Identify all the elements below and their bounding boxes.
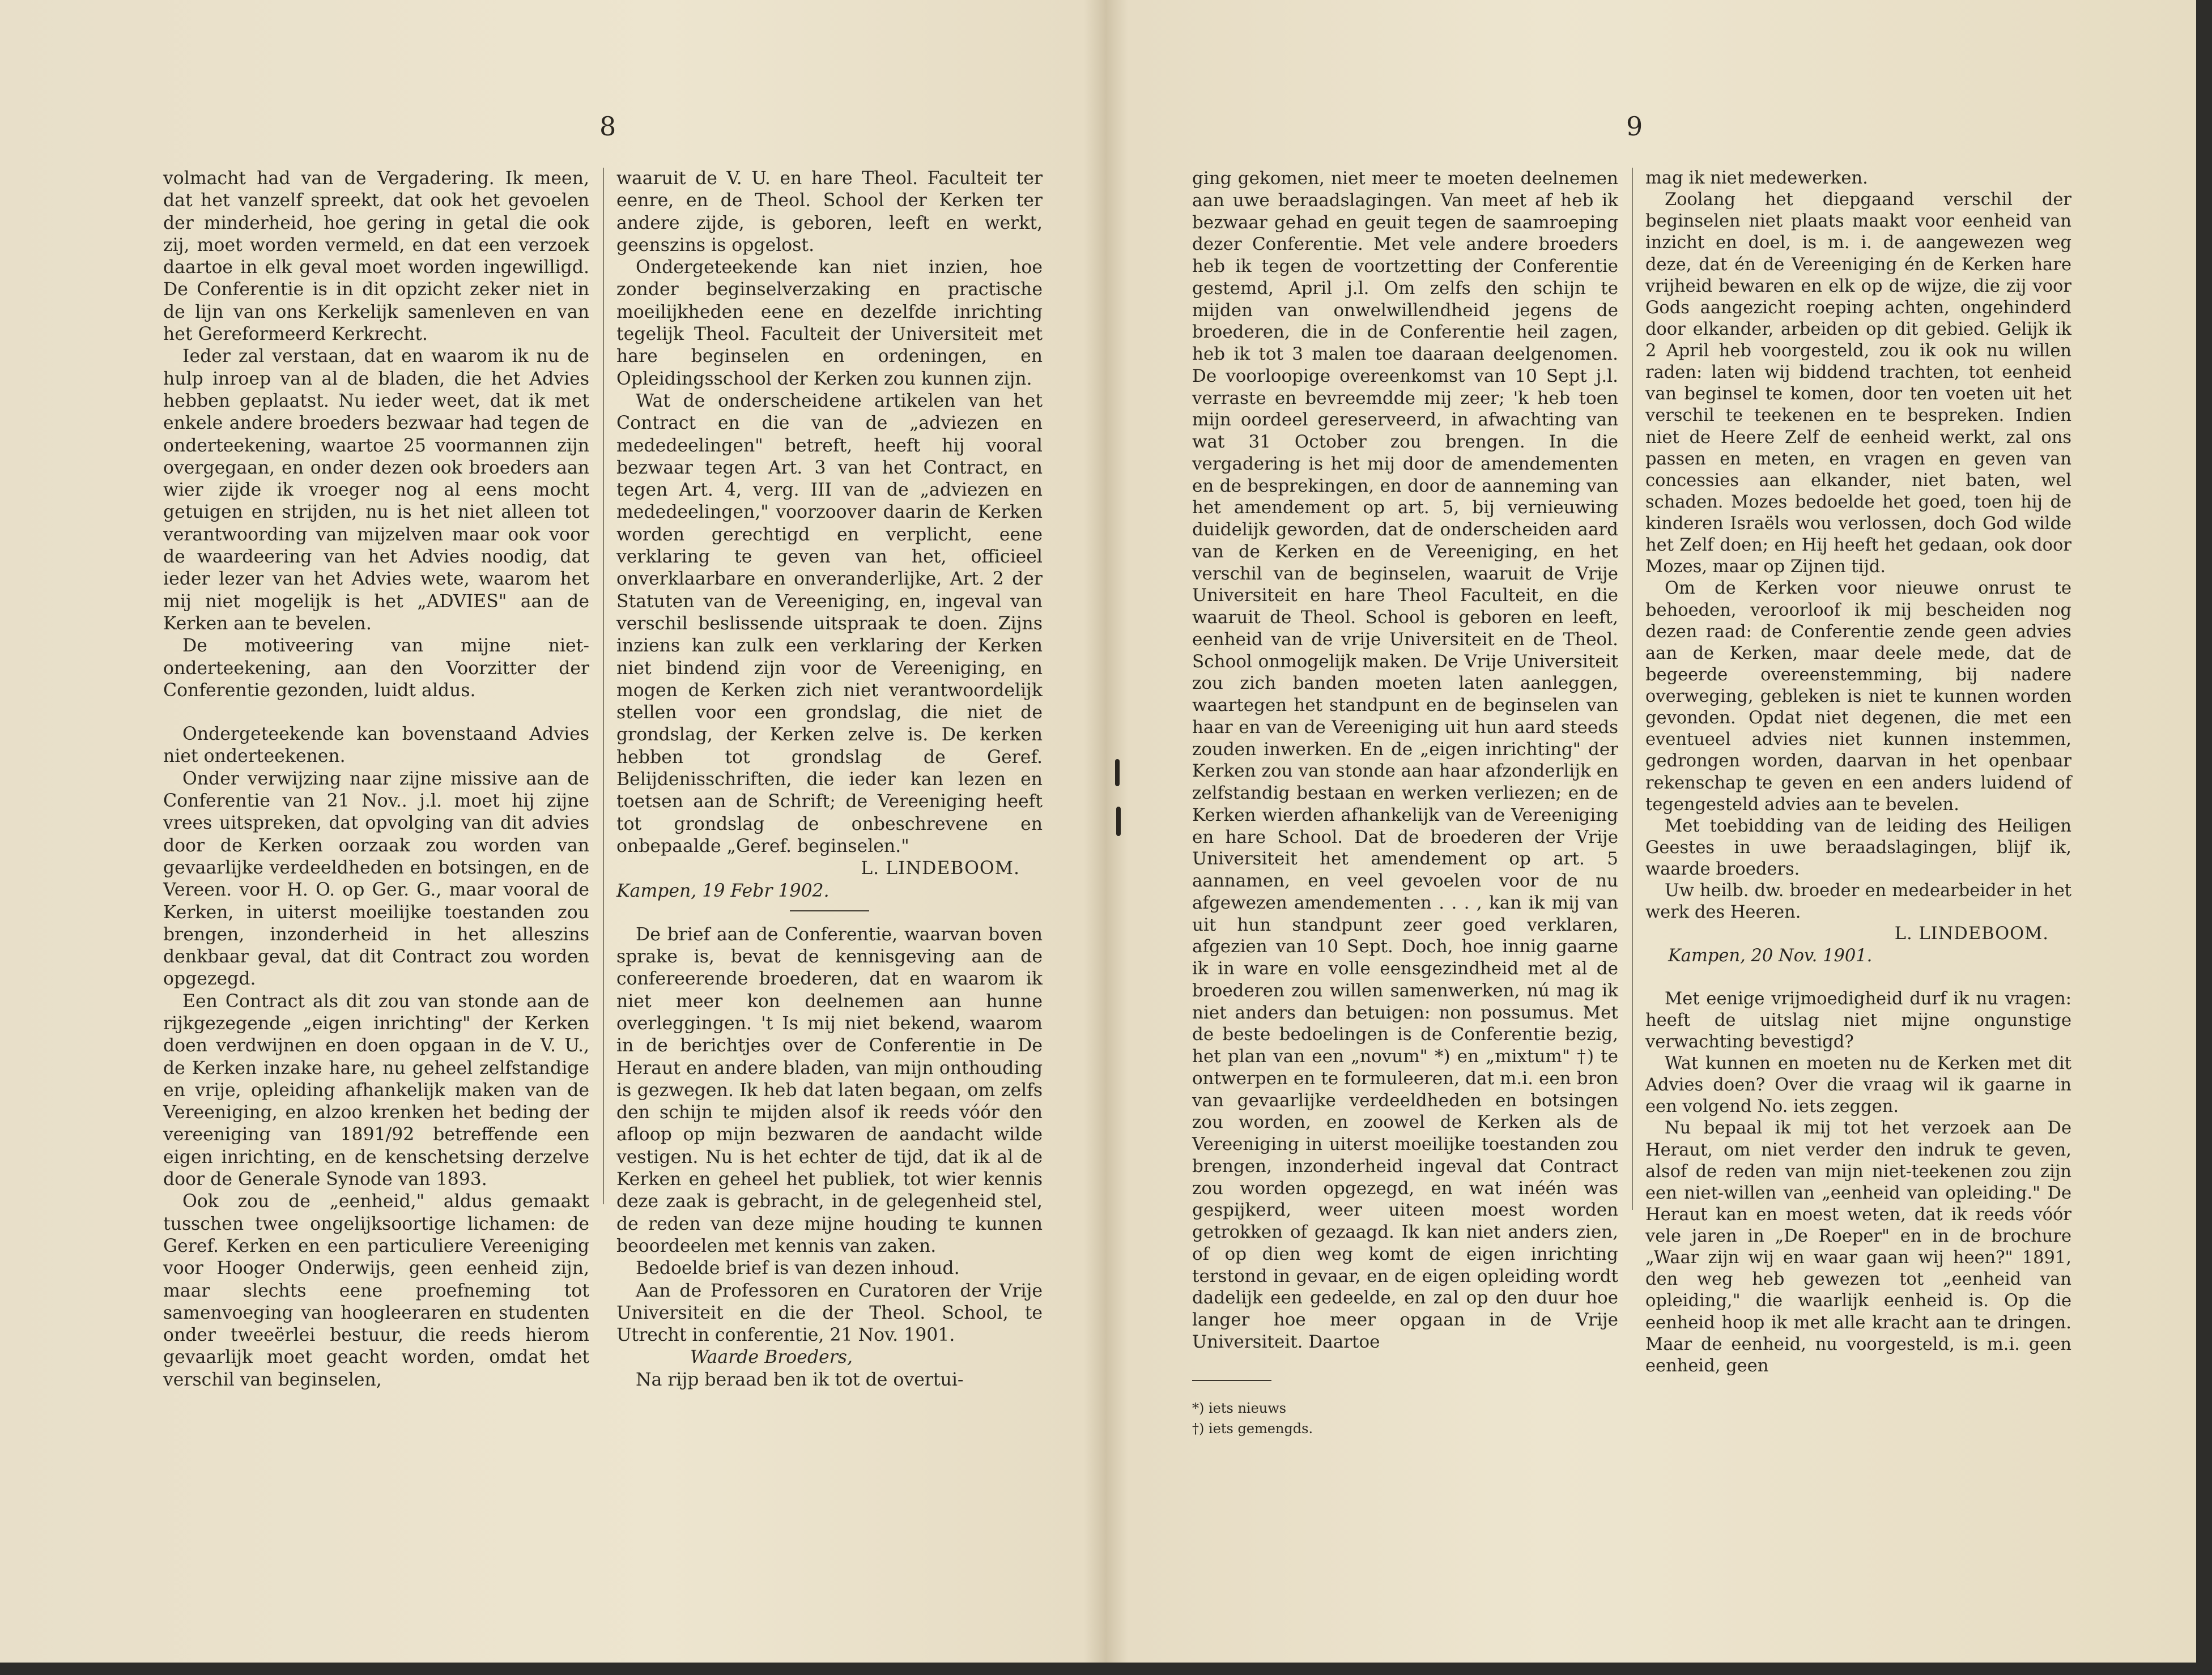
paragraph: Ondergeteekende kan niet inzien, hoe zonder beginselverzaking en practische moeilijkheden eene en dezelfde inrichting tegelijk Theol. Faculteit der Universiteit met hare beginselen en ordeningen, en Opleidingsschool der Kerken zou kunnen zijn. — [616, 257, 1043, 389]
signature: L. LINDEBOOM. — [1894, 924, 2049, 944]
column-divider-right — [1632, 168, 1633, 1210]
column-4 — [1645, 168, 2071, 1377]
column-1 — [163, 168, 589, 1391]
binding-mark — [1116, 807, 1121, 836]
paragraph: Om de Kerken voor nieuwe onrust te behoeden, veroorloof ik mij bescheiden nog dezen raad: de Conferentie zende geen advies aan de Kerken, maar deele mede, dat de begeerde overeenstemming, bij nadere overweging, gebleken is niet te kunnen worden gevonden. Opdat niet degenen, die met een eventueel advies niet kunnen instemmen, gedrongen worden, daarvan in het openbaar rekenschap te geven en een anders luidend of tegengesteld advies aan te bevelen. — [1645, 578, 2071, 815]
signature-date: Kampen, 20 Nov. 1901. — [1668, 945, 1873, 966]
paragraph: Zoolang het diepgaand verschil der beginselen niet plaats maakt voor eenheid van inzicht en doel, is m. i. de aangewezen weg deze, dat én de Vereeniging én de Kerken hare vrijheid bewaren en elk op de wijze, die zij voor Gods aangezicht roeping achten, ongehinderd door elkander, arbeiden op dit gebied. Gelijk ik 2 April heb voorgesteld, zou ik ook nu willen raden: laten wij biddend trachten, tot eenheid van beginsel te komen, door ten voeten uit het verschil te teekenen en te bespreken. Indien niet de Heere Zelf de eenheid werkt, zal ons passen en meten, en vragen en geven van concessies aan elkander, niet baten, wel schaden. Mozes bedoelde het goed, toen hij de kinderen Israëls wou verlossen, doch God wilde het Zelf doen; en Hij heeft het gedaan, ook door Mozes, maar op Zijnen tijd. — [1645, 190, 2071, 577]
signature-date: Kampen, 19 Febr 1902. — [616, 880, 829, 901]
paragraph: Na rijp beraad ben ik tot de overtui- — [636, 1369, 964, 1390]
paragraph: Ieder zal verstaan, dat en waarom ik nu de hulp inroep van al de bladen, die het Advies hebben geplaatst. Nu ieder weet, dat ik met enkele andere broeders bezwaar had tegen de onderteekening, waartoe 25 voormannen zijn overgegaan, en onder dezen ook broeders aan wier zijde ik vroeger nog al eens mocht getuigen en strijden, nu is het niet alleen tot verantwoording van mijzelven maar ook voor de waardeering van het Advies noodig, dat ieder lezer van het Advies wete, waarom het mij niet mogelijk is het „ADVIES" aan de Kerken aan te bevelen. — [163, 346, 589, 634]
page-number-right: 9 — [1626, 111, 1643, 142]
scan-edge-bottom — [0, 1663, 2212, 1675]
section-rule — [790, 910, 869, 911]
column-divider-left — [603, 168, 604, 1204]
scan-edge-right — [2196, 0, 2212, 1675]
salutation: Waarde Broeders, — [690, 1347, 853, 1368]
paragraph: waaruit de V. U. en hare Theol. Faculteit ter eenre, en de Theol. School der Kerken ter andere zijde, is geboren, leeft en werkt, geenszins is opgelost. — [616, 168, 1043, 255]
footnote: *) iets nieuws — [1192, 1400, 1287, 1416]
paragraph: ging gekomen, niet meer te moeten deelnemen aan uwe beraadslagingen. Van meet af heb ik bezwaar gehad en geuit tegen de saamroeping dezer Conferentie. Met vele andere broeders heb ik tegen de voortzetting der Conferentie gestemd, April j.l. Om zelfs den schijn te mijden van onwelwillendheid jegens de broederen, die in de Conferentie heil zagen, heb ik tot 3 malen toe daaraan deelgenomen. De voorloopige overeenkomst van 10 Sept j.l. verraste en bevreemdde mij zeer; 'k heb toen mijn oordeel gereserveerd, in afwachting van wat 31 October zou brengen. In die vergadering is het mij door de amendementen en de besprekingen, en door de aanneming van het amendement op art. 5, bij vernieuwing duidelijk geworden, dat de onderscheiden aard van de Kerken en de Vereeniging, en het verschil van de beginselen, waaruit de Vrije Universiteit en hare Theol Faculteit, en die waaruit de Theol. School is geboren en leeft, eenheid van de vrije Universiteit en de Theol. School onmogelijk maken. De Vrije Universiteit zou zich banden moeten laten aanleggen, waartegen het standpunt en de beginselen van haar en van de Vereeniging uit hun aard steeds zouden inwerken. En de „eigen inrichting" der Kerken zou van stonde aan haar afzonderlijk en zelfstandig bestaan en werken verliezen; en de Kerken wierden afhankelijk van de Vereeniging en hare School. Dat de broederen der Vrije Universiteit het amendement op art. 5 aannamen, en veel gevoelen voor de nu afgewezen amendementen . . . , kan ik mij van uit hun standpunt zeer goed verklaren, afgezien van 10 Sept. Doch, hoe innig gaarne ik in ware en volle eensgezindheid met al de broederen zou willen samenwerken, nú mag ik niet anders dan betuigen: non possumus. Met de beste bedoelingen is de Conferentie bezig, het plan van een „novum" *) en „mixtum" †) te ontwerpen en te formuleeren, dat m.i. een bron van gevaarlijke verdeeldheden en botsingen zou worden, en zoowel de Kerken als de Vereeniging in uiterst moeilijke toestanden zou brengen, inzonderheid ingeval dat Contract zou worden opgezegd, en wat inéén was gespijkerd, weer uiteen moest worden getrokken of gezaagd. Ik kan niet anders zien, of op dien weg komt de eigen inrichting terstond in gevaar, en de eigen opleiding wordt dadelijk een gedeelde, en zal op den duur hoe langer hoe meer opgaan in de Vrije Universiteit. Daartoe — [1192, 168, 1618, 1352]
paragraph: Een Contract als dit zou van stonde aan de rijkgezegende „eigen inrichting" der Kerken doen verdwijnen en doen opgaan in de V. U., de Kerken inzake hare, nu geheel zelfstandige en vrije, opleiding afhankelijk maken van de Vereeniging, en alzoo krenken het beding der vereeniging van 1891/92 betreffende een eigen inrichting, en de kenschetsing derzelve door de Generale Synode van 1893. — [163, 991, 589, 1190]
column-3 — [1192, 168, 1618, 1353]
paragraph: Ook zou de „eenheid," aldus gemaakt tusschen twee ongelijksoortige lichamen: de Geref. Kerken en een particuliere Vereeniging voor Hooger Onderwijs, geen eenheid zijn, maar slechts eene proefneming tot samenvoeging van hoogleeraren en studenten onder tweeërlei bestuur, die reeds hierom gevaarlijk moet geacht worden, omdat het verschil van beginselen, — [163, 1191, 589, 1390]
paragraph: Uw heilb. dw. broeder en medearbeider in het werk des Heeren. — [1645, 881, 2071, 923]
paragraph: mag ik niet medewerken. — [1645, 168, 1868, 188]
footnote-rule — [1192, 1380, 1271, 1381]
paragraph: De brief aan de Conferentie, waarvan boven sprake is, bevat de kennisgeving aan de confereerende broederen, dat en waarom ik niet meer kon deelnemen aan hunne overleggingen. 't Is mij niet bekend, waarom in de berichtjes over de Conferentie in De Heraut en andere bladen, van mijn onthouding is gezwegen. Ik heb dat laten begaan, om zelfs den schijn te mijden alsof ik reeds vóór den afloop op mijn bezwaren de aandacht wilde vestigen. Nu is het echter de tijd, dat ik al de Kerken en geheel het publiek, tot wier kennis deze zaak is gebracht, in de gelegenheid stel, de reden van deze mijne houding te kunnen beoordeelen met kennis van zaken. — [616, 924, 1043, 1256]
paragraph: Wat de onderscheidene artikelen van het Contract en die van de „adviezen en mededeelingen" betreft, heeft hij vooral bezwaar tegen Art. 3 van het Contract, en tegen Art. 4, verg. III van de „adviezen en mededeelingen," voorzoover daarin de Kerken worden gerechtigd en verplicht, eene verklaring te geven van het, officieel onverklaarbare en onveranderlijke, Art. 2 der Statuten van de Vereeniging, en, ingeval van verschil beslissende uitspraak te doen. Zijns inziens kan zulk een verklaring der Kerken niet bindend zijn voor de Vereeniging, en mogen de Kerken zich niet verantwoordelijk stellen voor een grondslag, die niet de grondslag, der Kerken zelve is. De kerken hebben tot grondslag de Geref. Belijdenisschriften, die ieder kan lezen en toetsen aan de Schrift; de Vereeniging heeft tot grondslag de onbeschrevene en onbepaalde „Geref. beginselen." — [616, 390, 1043, 856]
paragraph: Met eenige vrijmoedigheid durf ik nu vragen: heeft de uitslag niet mijne ongunstige verwachting bevestigd? — [1645, 988, 2071, 1052]
column-2 — [616, 168, 1043, 1391]
paragraph: Met toebidding van de leiding des Heiligen Geestes in uwe beraadslagingen, blijf ik, waarde broeders. — [1645, 816, 2071, 879]
binding-mark — [1115, 759, 1120, 786]
paragraph: Nu bepaal ik mij tot het verzoek aan De Heraut, om niet verder den indruk te geven, alsof de reden van mijn niet-teekenen zou zijn een niet-willen van „eenheid van opleiding." De Heraut kan en moest weten, dat ik reeds vóór vele jaren in „De Roeper" en in de brochure „Waar zijn wij en waar gaan wij heen?" 1891, den weg heb gewezen tot „eenheid van opleiding," die waarlijk eenheid is. Op die eenheid hoop ik met alle kracht aan te dringen. Maar de eenheid, nu voorgesteld, is m.i. geen eenheid, geen — [1645, 1118, 2071, 1376]
page-number-left: 8 — [599, 111, 616, 142]
paragraph: Onder verwijzing naar zijne missive aan de Conferentie van 21 Nov.. j.l. moet hij zijne vrees uitspreken, dat opvolging van dit advies door de Kerken oorzaak zou worden van gevaarlijke verdeeldheden en botsingen, en de Vereen. voor H. O. op Ger. G., maar vooral de Kerken, in uiterst moeilijke toestanden zou brengen, inzonderheid in het alleszins denkbaar geval, dat dit Contract zou worden opgezegd. — [163, 768, 589, 990]
paragraph: De motiveering van mijne niet-onderteekening, aan den Voorzitter der Conferentie gezonden, luidt aldus. — [163, 636, 589, 701]
paragraph: volmacht had van de Vergadering. Ik meen, dat het vanzelf spreekt, dat ook het gevoelen der minderheid, hoe gering in getal die ook zij, moet worden vermeld, en dat een verzoek daartoe in elk geval moet worden ingewilligd. De Conferentie is in dit opzicht zeker niet in de lijn van ons Kerkelijk samenleven en van het Gereformeerd Kerkrecht. — [163, 168, 589, 345]
paragraph: Ondergeteekende kan bovenstaand Advies niet onderteekenen. — [163, 724, 589, 767]
signature: L. LINDEBOOM. — [861, 858, 1020, 879]
footnote: †) iets gemengds. — [1192, 1421, 1313, 1437]
paragraph: Wat kunnen en moeten nu de Kerken met dit Advies doen? Over die vraag wil ik gaarne in een volgend No. iets zeggen. — [1645, 1054, 2071, 1117]
paragraph: Aan de Professoren en Curatoren der Vrije Universiteit en die der Theol. School, te Utrecht in conferentie, 21 Nov. 1901. — [616, 1280, 1043, 1346]
paragraph: Bedoelde brief is van dezen inhoud. — [636, 1258, 960, 1279]
